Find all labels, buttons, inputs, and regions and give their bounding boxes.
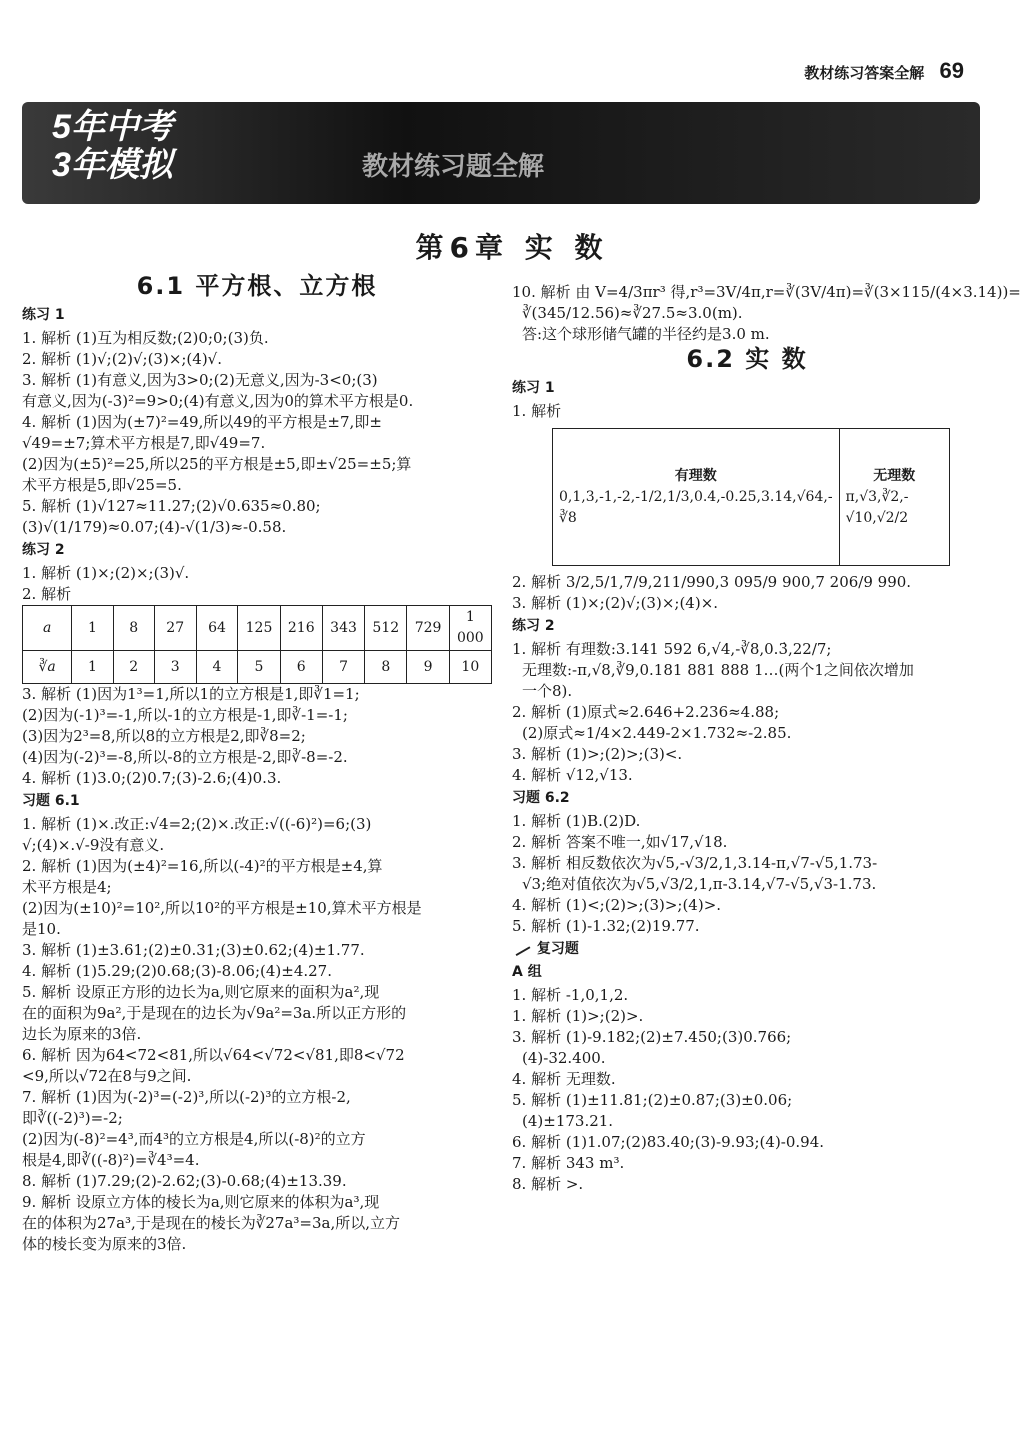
answer-line: 2. 解析 (1)因为(±4)²=16,所以(-4)²的平方根是±4,算	[22, 857, 383, 875]
answer-line: 7. 解析 343 m³.	[512, 1154, 625, 1172]
answer-line: 3. 解析 相反数依次为√5,-√3/2,1,3.14-π,√7-√5,1.73-	[512, 854, 878, 872]
table-cell: 10	[449, 651, 491, 684]
answer-line: <9,所以√72在8与9之间.	[22, 1067, 192, 1085]
right-column	[512, 282, 1021, 1195]
cube-root-table	[22, 605, 492, 684]
answer-line: 3. 解析 (1)有意义,因为3>0;(2)无意义,因为-3<0;(3)	[22, 371, 378, 389]
review-title	[512, 939, 982, 960]
answer-line: 在的面积为9a²,于是现在的边长为√9a²=3a.所以正方形的	[22, 1004, 407, 1022]
answer-line: 根是4,即∛((-8)²)=∛4³=4.	[22, 1151, 200, 1169]
banner-title: 教材练习题全解	[362, 152, 545, 182]
answer-line: 4. 解析 (1)<;(2)>;(3)>;(4)>.	[512, 896, 722, 914]
answer-line: 答:这个球形储气罐的半径约是3.0 m.	[522, 325, 770, 343]
answer-line: (4)因为(-2)³=-8,所以-8的立方根是-2,即∛-8=-2.	[22, 748, 348, 766]
section-title-6-2: 6.2 实 数	[686, 345, 808, 373]
table-cell: 6	[280, 651, 322, 684]
header-title: 教材练习答案全解	[804, 64, 925, 82]
number-classification-table	[552, 428, 950, 566]
answer-line: 4. 解析 (1)5.29;(2)0.68;(3)-8.06;(4)±4.27.	[22, 962, 332, 980]
answer-line: 2. 解析 答案不唯一,如√17,√18.	[512, 833, 728, 851]
answer-line: 5. 解析 (1)±11.81;(2)±0.87;(3)±0.06;	[512, 1091, 793, 1109]
answer-line: 5. 解析 (1)√127≈11.27;(2)√0.635≈0.80;	[22, 497, 321, 515]
irrational-cell	[839, 429, 949, 566]
exercise-2-title: 练习 2	[22, 542, 65, 558]
answer-line: 2. 解析 (1)原式≈2.646+2.236≈4.88;	[512, 703, 780, 721]
answer-line: 9. 解析 设原立方体的棱长为a,则它原来的体积为a³,现	[22, 1193, 380, 1211]
rational-title: 有理数	[674, 467, 717, 484]
answer-line: 3. 解析 (1)×;(2)√;(3)×;(4)×.	[512, 594, 719, 612]
table-cell: 64	[196, 606, 238, 651]
table-cell: 8	[113, 606, 154, 651]
exercise-1-title: 练习 1	[22, 307, 65, 323]
answer-line: 8. 解析 >.	[512, 1175, 584, 1193]
answer-line: 1. 解析 有理数:3.141 592 6,√4,-∛8,0.3̇,22/7;	[512, 640, 832, 658]
table-row	[23, 606, 492, 651]
answer-line: (2)因为(-8)²=4³,而4³的立方根是4,所以(-8)²的立方	[22, 1130, 366, 1148]
answer-line: 是10.	[22, 920, 61, 938]
exercise-1-list	[22, 328, 492, 538]
table-cell: 1 000	[449, 606, 491, 651]
banner	[22, 102, 980, 204]
table-cell: ∛a	[23, 651, 72, 684]
answer-line: 4. 解析 无理数.	[512, 1070, 616, 1088]
answer-line: 一个8).	[522, 682, 573, 700]
section-title-6-1: 6.1 平方根、立方根	[136, 272, 378, 300]
answer-line: 5. 解析 设原正方形的边长为a,则它原来的面积为a²,现	[22, 983, 380, 1001]
homework-6-2-title: 习题 6.2	[512, 790, 570, 806]
answer-line: √3;绝对值依次为√5,√3/2,1,π-3.14,√7-√5,√3-1.73.	[522, 875, 877, 893]
left-column	[22, 272, 492, 1255]
answer-line: 5. 解析 (1)-1.32;(2)19.77.	[512, 917, 700, 935]
answer-line: 边长为原来的3倍.	[22, 1025, 142, 1043]
page-header	[804, 58, 964, 84]
answer-line: 7. 解析 (1)因为(-2)³=(-2)³,所以(-2)³的立方根-2,	[22, 1088, 351, 1106]
answer-line: 3. 解析 (1)因为1³=1,所以1的立方根是1,即∛1=1;	[22, 685, 360, 703]
table-cell: 7	[322, 651, 364, 684]
chapter-title: 第6章 实 数	[415, 231, 609, 264]
table-cell: 729	[407, 606, 449, 651]
logo-line-1: 5年中考	[52, 108, 173, 146]
answer-line: 10. 解析 由 V=4/3πr³ 得,r³=3V/4π,r=∛(3V/4π)=∛(3×115/(4×3.14))=	[512, 283, 1021, 301]
answer-line: (3)因为2³=8,所以8的立方根是2,即∛8=2;	[22, 727, 306, 745]
answer-line: 3. 解析 (1)-9.182;(2)±7.450;(3)0.766;	[512, 1028, 792, 1046]
group-a-title: A 组	[512, 964, 542, 980]
answer-line: 3. 解析 (1)>;(2)>;(3)<.	[512, 745, 683, 763]
table-cell: 1	[72, 606, 113, 651]
answer-line: 体的棱长变为原来的3倍.	[22, 1235, 187, 1253]
table-cell: 1	[72, 651, 113, 684]
answer-line: √49=±7;算术平方根是7,即√49=7.	[22, 434, 266, 452]
answer-line: 术平方根是5,即√25=5.	[22, 476, 182, 494]
answer-line: √;(4)×.√-9没有意义.	[22, 836, 165, 854]
answer-line: 有意义,因为(-3)²=9>0;(4)有意义,因为0的算术平方根是0.	[22, 392, 414, 410]
answer-line: 2. 解析	[22, 585, 72, 603]
answer-line: 1. 解析 -1,0,1,2.	[512, 986, 629, 1004]
table-row	[23, 651, 492, 684]
answer-line: (2)因为(-1)³=-1,所以-1的立方根是-1,即∛-1=-1;	[22, 706, 348, 724]
table-cell: 3	[154, 651, 196, 684]
irrational-title: 无理数	[873, 467, 916, 484]
exercise-2-title: 练习 2	[512, 618, 555, 634]
table-cell: 216	[280, 606, 322, 651]
table-cell: a	[23, 606, 72, 651]
table-cell: 4	[196, 651, 238, 684]
answer-line: 4. 解析 √12,√13.	[512, 766, 633, 784]
answer-line: 1. 解析 (1)×;(2)×;(3)√.	[22, 564, 190, 582]
answer-line: (2)因为(±5)²=25,所以25的平方根是±5,即±√25=±5;算	[22, 455, 412, 473]
answer-line: 4. 解析 (1)因为(±7)²=49,所以49的平方根是±7,即±	[22, 413, 382, 431]
rational-cell	[553, 429, 840, 566]
logo-line-2: 3年模拟	[52, 146, 173, 184]
table-cell: 343	[322, 606, 364, 651]
answer-line: 1. 解析 (1)×.改正:√4=2;(2)×.改正:√((-6)²)=6;(3)	[22, 815, 372, 833]
answer-line: 4. 解析 (1)3.0;(2)0.7;(3)-2.6;(4)0.3.	[22, 769, 282, 787]
table-cell: 5	[238, 651, 280, 684]
irrational-items: π,√3,∛2,-√10,√2/2	[845, 488, 909, 526]
answer-line: (2)原式≈1/4×2.449-2×1.732≈-2.85.	[522, 724, 792, 742]
answer-line: 1. 解析	[512, 402, 562, 420]
answer-line: 3. 解析 (1)±3.61;(2)±0.31;(3)±0.62;(4)±1.77.	[22, 941, 365, 959]
review-title-text: 复习题	[536, 941, 579, 957]
answer-line: 6. 解析 因为64<72<81,所以√64<√72<√81,即8<√72	[22, 1046, 405, 1064]
answer-line: 2. 解析 3/2,5/1,7/9,211/990,3 095/9 900,7 206/9 990.	[512, 573, 912, 591]
table-cell: 512	[365, 606, 407, 651]
rational-items: 0,1,3,-1,-2,-1/2,1/3,0.4,-0.25,3.14,√64,-∛8	[559, 488, 833, 526]
answer-line: 2. 解析 (1)√;(2)√;(3)×;(4)√.	[22, 350, 223, 368]
page-number: 69	[939, 58, 964, 83]
answer-line: (4)±173.21.	[522, 1112, 614, 1130]
answer-line: ∛(345/12.56)≈∛27.5≈3.0(m).	[522, 304, 743, 322]
homework-6-1-title: 习题 6.1	[22, 793, 80, 809]
answer-line: 1. 解析 (1)>;(2)>.	[512, 1007, 644, 1025]
answer-line: (2)因为(±10)²=10²,所以10²的平方根是±10,算术平方根是	[22, 899, 422, 917]
table-row	[553, 429, 950, 566]
answer-line: 在的体积为27a³,于是现在的棱长为∛27a³=3a,所以,立方	[22, 1214, 401, 1232]
answer-line: 1. 解析 (1)互为相反数;(2)0;0;(3)负.	[22, 329, 269, 347]
answer-line: (3)√(1/179)≈0.07;(4)-√(1/3)≈-0.58.	[22, 518, 287, 536]
table-cell: 9	[407, 651, 449, 684]
answer-line: 无理数:-π,√8,∛9,0.181 881 888 1…(两个1之间依次增加	[522, 661, 914, 679]
answer-line: (4)-32.400.	[522, 1049, 606, 1067]
answer-line: 1. 解析 (1)B.(2)D.	[512, 812, 641, 830]
answer-line: 即∛((-2)³)=-2;	[22, 1109, 123, 1127]
table-cell: 125	[238, 606, 280, 651]
table-cell: 27	[154, 606, 196, 651]
table-cell: 8	[365, 651, 407, 684]
pencil-icon	[510, 936, 531, 956]
table-cell: 2	[113, 651, 154, 684]
exercise-1-title: 练习 1	[512, 380, 555, 396]
answer-line: 8. 解析 (1)7.29;(2)-2.62;(3)-0.68;(4)±13.39.	[22, 1172, 347, 1190]
logo	[52, 108, 173, 184]
answer-line: 6. 解析 (1)1.07;(2)83.40;(3)-9.93;(4)-0.94.	[512, 1133, 825, 1151]
answer-line: 术平方根是4;	[22, 878, 112, 896]
